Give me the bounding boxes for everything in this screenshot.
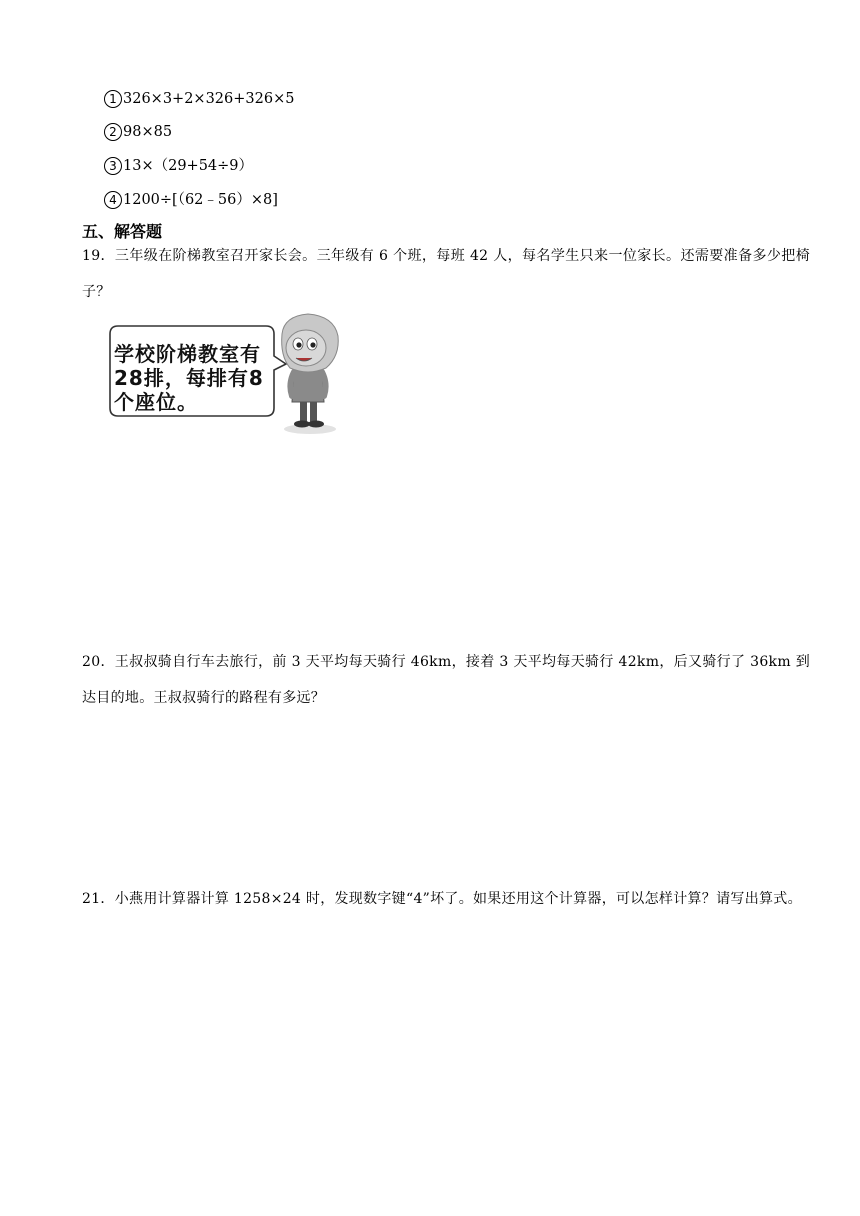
question-19: 19．三年级在阶梯教室召开家长会。三年级有 6 个班，每班 42 人，每名学生只来一位家长。还需要准备多少把椅子？ (82, 248, 810, 300)
calc-item-4 (104, 189, 278, 211)
speech-bubble-text: 学校阶梯教室有28排，每排有8个座位。 (114, 342, 264, 414)
calc-expression: 13×（29+54÷9） (123, 158, 254, 174)
circled-number: 1 (104, 90, 122, 108)
circled-number: 3 (104, 157, 122, 175)
calc-expression: 98×85 (123, 124, 173, 140)
calc-item-3 (104, 155, 253, 177)
calc-expression: 326×3+2×326+326×5 (123, 91, 295, 107)
section-title: 五、解答题 (82, 222, 163, 241)
circled-number: 4 (104, 191, 122, 209)
circled-number: 2 (104, 123, 122, 141)
question-20: 20．王叔叔骑自行车去旅行，前 3 天平均每天骑行 46km，接着 3 天平均每天骑行 42km，后又骑行了 36km 到达目的地。王叔叔骑行的路程有多远？ (82, 654, 810, 706)
calc-item-2 (104, 121, 172, 143)
calc-expression: 1200÷[（62﹣56）×8] (123, 192, 278, 208)
question-21: 21．小燕用计算器计算 1258×24 时，发现数字键“4”坏了。如果还用这个计算器，可以怎样计算？请写出算式。 (82, 891, 802, 907)
calc-item-1 (104, 88, 294, 110)
